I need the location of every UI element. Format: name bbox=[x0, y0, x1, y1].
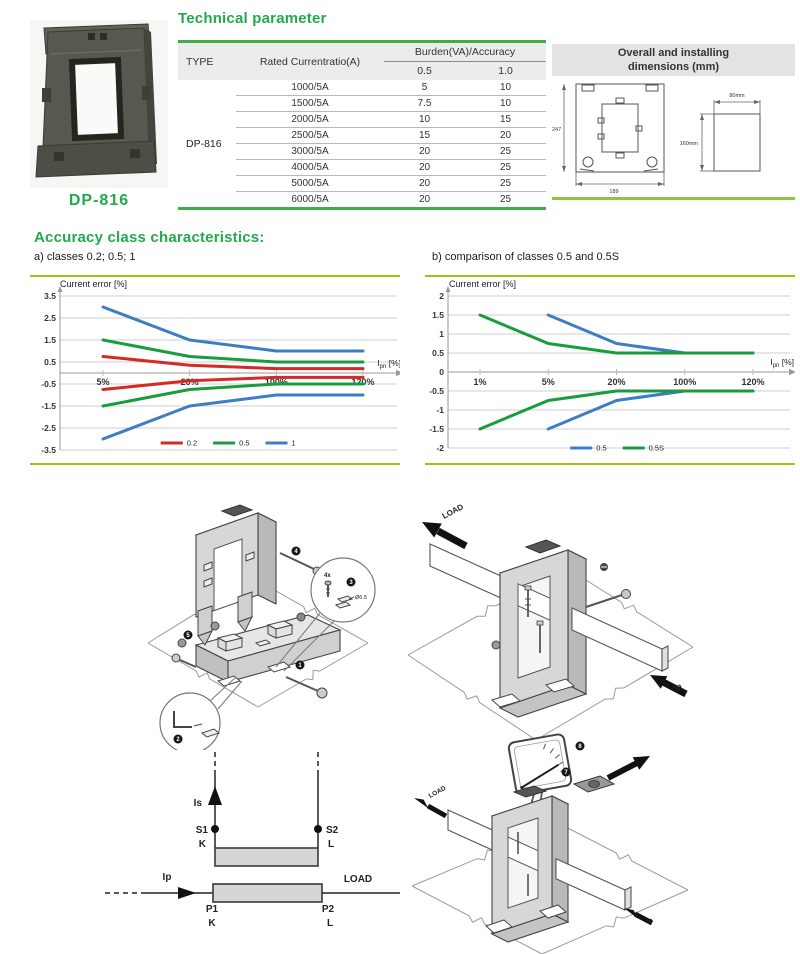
table-cell: 6000/5A bbox=[291, 194, 329, 205]
p2-label: P2 bbox=[321, 904, 335, 915]
ip-label: Ip bbox=[645, 916, 655, 926]
chart-b-label: b) comparison of classes 0.5 and 0.5S bbox=[432, 251, 620, 263]
k-top-label: K bbox=[198, 839, 206, 850]
svg-text:100%: 100% bbox=[264, 377, 288, 387]
step-number-1 bbox=[296, 661, 305, 670]
table-row bbox=[236, 80, 546, 95]
svg-text:0.2: 0.2 bbox=[186, 438, 198, 448]
col-header-ratio: Rated Currentratio(A) bbox=[259, 55, 361, 68]
table-cell: 25 bbox=[499, 146, 512, 157]
table-cell: 10 bbox=[418, 114, 431, 125]
accuracy-heading: Accuracy class characteristics: bbox=[34, 229, 265, 246]
table-cell: 15 bbox=[418, 130, 431, 141]
table-row bbox=[236, 159, 546, 175]
svg-text:0: 0 bbox=[439, 367, 444, 377]
svg-text:-3.5: -3.5 bbox=[41, 445, 56, 455]
table-cell: 10 bbox=[499, 82, 512, 93]
diagram-wiring-schematic bbox=[90, 740, 400, 954]
svg-text:-2.5: -2.5 bbox=[41, 423, 56, 433]
table-cell: 20 bbox=[418, 162, 431, 173]
table-cell: 7.5 bbox=[417, 98, 432, 109]
step-number-3 bbox=[347, 578, 356, 587]
step-number-7 bbox=[562, 768, 571, 777]
table-cell: 1000/5A bbox=[291, 82, 329, 93]
svg-text:1: 1 bbox=[439, 329, 444, 339]
dimension-drawing bbox=[552, 76, 795, 197]
svg-text:2: 2 bbox=[176, 737, 180, 743]
svg-text:20%: 20% bbox=[607, 377, 626, 387]
table-cell: 5000/5A bbox=[291, 178, 329, 189]
svg-text:7: 7 bbox=[564, 770, 568, 776]
svg-text:-2: -2 bbox=[436, 443, 444, 453]
svg-text:0.5: 0.5 bbox=[432, 348, 444, 358]
l-bottom-label: L bbox=[326, 918, 334, 929]
panel-meter bbox=[508, 734, 572, 795]
s1-label: S1 bbox=[195, 825, 208, 836]
col-header-burden: Burden(VA)/Accuracy bbox=[384, 43, 546, 62]
dim-width-label: 189 bbox=[609, 189, 619, 195]
step-number-8 bbox=[576, 742, 585, 751]
svg-text:-1.5: -1.5 bbox=[429, 424, 444, 434]
svg-text:-0.5: -0.5 bbox=[429, 386, 444, 396]
table-cell: 20 bbox=[499, 130, 512, 141]
table-rows bbox=[236, 80, 546, 207]
svg-text:120%: 120% bbox=[351, 377, 375, 387]
step-number-5 bbox=[184, 631, 193, 640]
svg-text:4: 4 bbox=[294, 549, 298, 555]
svg-text:1: 1 bbox=[298, 663, 302, 669]
svg-text:5: 5 bbox=[186, 633, 190, 639]
svg-text:Current error [%]: Current error [%] bbox=[449, 279, 517, 289]
table-cell: 20 bbox=[418, 178, 431, 189]
svg-text:0.5: 0.5 bbox=[596, 443, 607, 453]
dim-depth-height-label: 160mm bbox=[679, 141, 698, 147]
table-cell: 20 bbox=[418, 146, 431, 157]
ct-frame-photo bbox=[30, 20, 168, 188]
technical-parameter-table bbox=[178, 40, 546, 210]
svg-text:2: 2 bbox=[439, 291, 444, 301]
table-row bbox=[236, 191, 546, 207]
svg-text:Current error [%]: Current error [%] bbox=[60, 279, 128, 289]
table-row bbox=[236, 95, 546, 111]
diagram-installation-exploded bbox=[118, 495, 403, 755]
chart-a bbox=[30, 275, 400, 465]
load-label: LOAD bbox=[440, 502, 465, 521]
table-cell: 25 bbox=[499, 162, 512, 173]
svg-text:-0.5: -0.5 bbox=[41, 379, 56, 389]
table-row bbox=[236, 143, 546, 159]
col-header-type: TYPE bbox=[186, 55, 214, 68]
col-header-burden-10: 1.0 bbox=[498, 65, 513, 77]
svg-text:120%: 120% bbox=[741, 377, 765, 387]
svg-text:3.5: 3.5 bbox=[44, 291, 56, 301]
svg-text:1.5: 1.5 bbox=[432, 310, 444, 320]
ip-label: Ip bbox=[162, 872, 172, 883]
svg-text:20%: 20% bbox=[180, 377, 199, 387]
svg-text:1%: 1% bbox=[473, 377, 487, 387]
svg-text:5%: 5% bbox=[541, 377, 555, 387]
table-row bbox=[236, 175, 546, 191]
col-header-burden-05: 0.5 bbox=[417, 65, 432, 77]
svg-text:100%: 100% bbox=[673, 377, 697, 387]
svg-text:1: 1 bbox=[291, 438, 296, 448]
table-cell: 3000/5A bbox=[291, 146, 329, 157]
svg-text:-1: -1 bbox=[436, 405, 444, 415]
table-cell: 5 bbox=[421, 82, 428, 93]
svg-text:Ipn [%]: $I_{pn}$ [%] bbox=[377, 358, 400, 370]
callout-quantity-label: 4x bbox=[324, 573, 331, 579]
svg-text:Ipn [%]: $I_{pn}$ [%] bbox=[770, 357, 794, 369]
table-cell: 2500/5A bbox=[291, 130, 329, 141]
svg-text:0.5S: 0.5S bbox=[648, 443, 665, 453]
table-body bbox=[178, 80, 546, 207]
p1-label: P1 bbox=[205, 904, 219, 915]
table-cell: 1500/5A bbox=[291, 98, 329, 109]
table-cell: 15 bbox=[499, 114, 512, 125]
col-header-burden-group bbox=[384, 43, 546, 80]
dim-depth-width-label: 80mm bbox=[729, 93, 745, 99]
svg-text:3: 3 bbox=[349, 580, 353, 586]
product-model-caption: DP-816 bbox=[68, 192, 130, 209]
svg-text:1.5: 1.5 bbox=[44, 335, 56, 345]
svg-text:8: 8 bbox=[578, 744, 582, 750]
svg-text:-1.5: -1.5 bbox=[41, 401, 56, 411]
svg-text:0.5: 0.5 bbox=[44, 357, 56, 367]
svg-text:2.5: 2.5 bbox=[44, 313, 56, 323]
table-cell: 25 bbox=[499, 194, 512, 205]
s2-label: S2 bbox=[326, 825, 339, 836]
diagram-meter-connection bbox=[400, 728, 700, 954]
technical-parameter-heading: Technical parameter bbox=[178, 10, 327, 27]
dimensions-panel bbox=[552, 44, 795, 200]
load-label: LOAD bbox=[343, 874, 373, 885]
table-cell: 20 bbox=[418, 194, 431, 205]
is-label: Is bbox=[193, 798, 202, 809]
table-row bbox=[236, 111, 546, 127]
k-bottom-label: K bbox=[208, 918, 216, 929]
svg-text:5%: 5% bbox=[96, 377, 110, 387]
table-header bbox=[178, 43, 546, 80]
table-cell: 4000/5A bbox=[291, 162, 329, 173]
chart-a-label: a) classes 0.2; 0.5; 1 bbox=[34, 251, 136, 263]
svg-text:0.5: 0.5 bbox=[239, 438, 250, 448]
table-row bbox=[236, 127, 546, 143]
type-value: DP-816 bbox=[186, 137, 222, 150]
step-number-4 bbox=[292, 547, 301, 556]
dim-height-label: 247 bbox=[552, 127, 562, 133]
table-cell: 2000/5A bbox=[291, 114, 329, 125]
table-cell: 25 bbox=[499, 178, 512, 189]
chart-b bbox=[425, 275, 795, 465]
dimensions-heading: Overall and installing dimensions (mm) bbox=[552, 44, 795, 76]
diagram-busbar-mounted bbox=[400, 495, 700, 755]
l-top-label: L bbox=[328, 839, 335, 850]
product-photo bbox=[30, 20, 168, 188]
ip-label: Ip bbox=[672, 681, 684, 693]
load-label: LOAD bbox=[427, 784, 448, 800]
table-cell: 10 bbox=[499, 98, 512, 109]
callout-hole-diameter-label: Ø6.5 bbox=[355, 595, 367, 601]
